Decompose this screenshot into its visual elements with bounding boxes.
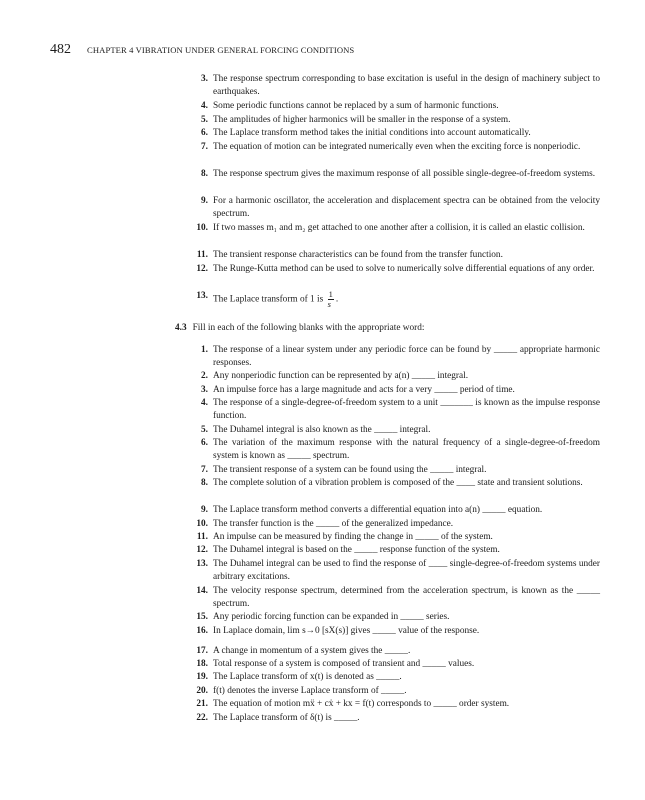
item-number: 17. bbox=[196, 646, 208, 656]
item-text: Total response of a system is composed of transient and _____ values. bbox=[213, 659, 475, 669]
item-text: The transfer function is the _____ of the generalized impedance. bbox=[213, 519, 454, 529]
item-number: 4. bbox=[201, 101, 208, 111]
item-text: The Duhamel integral is based on the _____ response function of the system. bbox=[213, 545, 500, 555]
item-text: The transient response of a system can be found using the _____ integral. bbox=[213, 465, 487, 475]
item-number: 18. bbox=[196, 659, 208, 669]
item-number: 13. bbox=[196, 291, 208, 301]
item-number: 3. bbox=[201, 385, 208, 395]
item-number: 10. bbox=[196, 223, 208, 233]
item-number: 7. bbox=[201, 465, 208, 475]
item-text: The amplitudes of higher harmonics will be smaller in the response of a system. bbox=[213, 115, 511, 125]
chapter-title: CHAPTER 4 VIBRATION UNDER GENERAL FORCING CONDITIONS bbox=[87, 45, 355, 55]
item-text: The Duhamel integral is also known as the _____ integral. bbox=[213, 425, 431, 435]
item-text: An impulse can be measured by finding the change in _____ of the system. bbox=[213, 532, 493, 542]
item-number: 6. bbox=[201, 128, 208, 138]
page-number: 482 bbox=[50, 42, 71, 57]
item-text: The equation of motion can be integrated numerically even when the exciting force is nonperiodic. bbox=[213, 142, 581, 152]
fraction bbox=[328, 290, 334, 309]
item-text: If two masses m₁ and m₂ get attached to one another after a collision, it is called an elastic collision. bbox=[213, 223, 585, 233]
item-number: 3. bbox=[201, 74, 208, 84]
item-text: In Laplace domain, lim s→0 [sX(s)] gives _____ value of the response. bbox=[213, 626, 480, 636]
fraction-numerator: 1 bbox=[328, 289, 333, 299]
item-number: 14. bbox=[196, 586, 208, 596]
item-number: 4. bbox=[201, 398, 208, 408]
item-text: For a harmonic oscillator, the acceleration and displacement spectra can be obtained from the velocity spectrum. bbox=[213, 196, 600, 219]
page-header bbox=[0, 42, 645, 60]
item-number: 15. bbox=[196, 612, 208, 622]
item-text: The Laplace transform of δ(t) is _____. bbox=[213, 713, 360, 723]
item-text: The response of a single-degree-of-freedom system to a unit _______ is known as the impulse response function. bbox=[213, 398, 600, 421]
item-text: The Laplace transform method takes the initial conditions into account automatically. bbox=[213, 128, 531, 138]
item-text: The transient response characteristics can be found from the transfer function. bbox=[213, 250, 503, 260]
item-text: Any periodic forcing function can be expanded in _____ series. bbox=[213, 612, 450, 622]
item-text: A change in momentum of a system gives the _____. bbox=[213, 646, 411, 656]
item-text-before: The Laplace transform of 1 is bbox=[213, 294, 324, 305]
section-heading bbox=[175, 322, 605, 335]
item-number: 12. bbox=[196, 264, 208, 274]
item-number: 7. bbox=[201, 142, 208, 152]
item-number: 12. bbox=[196, 545, 208, 555]
item-text: The Laplace transform of x(t) is denoted as _____. bbox=[213, 672, 402, 682]
item-text: The Runge-Kutta method can be used to solve to numerically solve differential equations of any order. bbox=[213, 264, 595, 274]
item-text: Some periodic functions cannot be replaced by a sum of harmonic functions. bbox=[213, 101, 499, 111]
item-text: Any nonperiodic function can be represented by a(n) _____ integral. bbox=[213, 371, 469, 381]
item-number: 9. bbox=[201, 505, 208, 515]
item-number: 1. bbox=[201, 345, 208, 355]
item-text: The variation of the maximum response with the natural frequency of a single-degree-of-freedom system is known as _____ spectrum. bbox=[213, 438, 600, 461]
item-text: The response spectrum corresponding to base excitation is useful in the design of machinery subject to earthquakes. bbox=[213, 74, 600, 97]
item-number: 11. bbox=[196, 250, 208, 260]
item-text bbox=[213, 290, 600, 309]
item-text: The equation of motion mẍ + cẋ + kx = f(t) corresponds to _____ order system. bbox=[213, 699, 510, 709]
item-number: 16. bbox=[196, 626, 208, 636]
item-number: 19. bbox=[196, 672, 208, 682]
item-number: 6. bbox=[201, 438, 208, 448]
item-text: The complete solution of a vibration problem is composed of the ____ state and transient solutions. bbox=[213, 478, 583, 488]
item-text: The velocity response spectrum, determined from the acceleration spectrum, is known as the _____ spectrum. bbox=[213, 586, 600, 609]
item-text: The Duhamel integral can be used to find the response of ____ single-degree-of-freedom systems under arbitrary excitations. bbox=[213, 559, 600, 582]
fraction-denominator: s bbox=[327, 299, 331, 309]
item-text: f(t) denotes the inverse Laplace transform of _____. bbox=[213, 686, 407, 696]
item-text: An impulse force has a large magnitude and acts for a very _____ period of time. bbox=[213, 385, 515, 395]
item-number: 5. bbox=[201, 115, 208, 125]
item-number: 13. bbox=[196, 559, 208, 569]
item-number: 8. bbox=[201, 478, 208, 488]
item-number: 20. bbox=[196, 686, 208, 696]
item-number: 8. bbox=[201, 169, 208, 179]
item-number: 9. bbox=[201, 196, 208, 206]
item-text: The response of a linear system under any periodic force can be found by _____ appropriate harmonic responses. bbox=[213, 345, 600, 368]
item-number: 11. bbox=[196, 532, 208, 542]
item-text: The response spectrum gives the maximum response of all possible single-degree-of-freedom systems. bbox=[213, 169, 596, 179]
section-text: Fill in each of the following blanks with the appropriate word: bbox=[192, 323, 425, 333]
item-number: 22. bbox=[196, 713, 208, 723]
item-number: 21. bbox=[196, 699, 208, 709]
item-number: 2. bbox=[201, 371, 208, 381]
item-number: 5. bbox=[201, 425, 208, 435]
section-number: 4.3 bbox=[175, 323, 187, 333]
item-text-after: . bbox=[335, 294, 339, 305]
item-text: The Laplace transform method converts a differential equation into a(n) _____ equation. bbox=[213, 505, 543, 515]
item-number: 10. bbox=[196, 519, 208, 529]
